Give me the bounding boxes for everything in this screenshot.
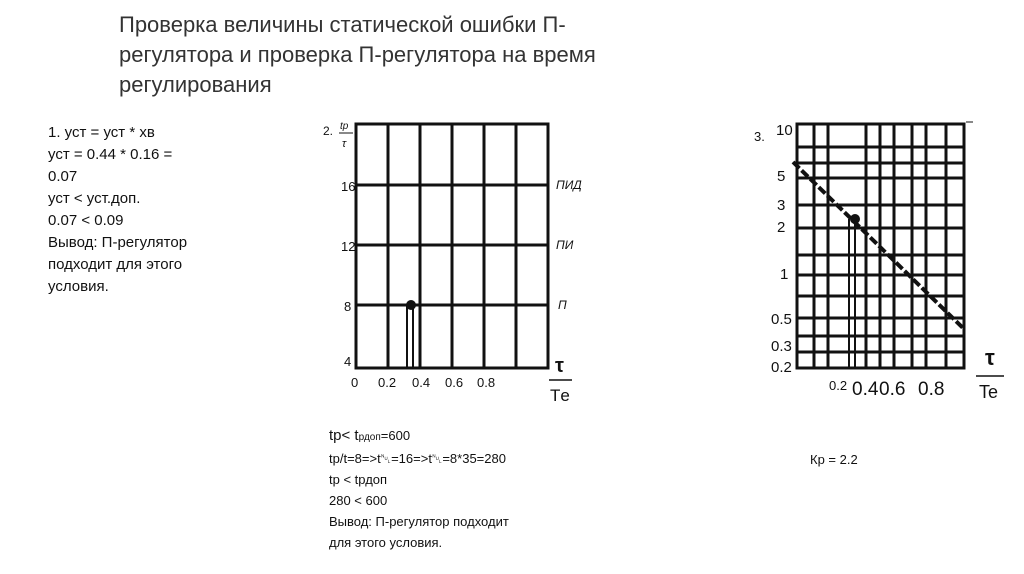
text-line: 0.07 < 0.09	[48, 212, 124, 229]
text-line: tр/t=8=>t␀=16=>t␀=8*35=280	[329, 451, 506, 466]
x-label-num: τ	[985, 345, 995, 370]
text-line: Вывод: П-регулятор	[48, 234, 188, 251]
characteristic-line	[793, 162, 963, 328]
text-line: условия.	[48, 278, 109, 295]
x-tick-label: 0.4	[852, 379, 879, 400]
x-tick-label: 0.6	[879, 379, 906, 400]
text-line: 0.07	[48, 168, 78, 185]
title-line-2: регулятора и проверка П-регулятора на время	[119, 42, 596, 67]
y-tick-label: 0.3	[771, 338, 792, 355]
y-tick-label: 2	[777, 219, 786, 236]
x-tick-label: 0.2	[829, 378, 848, 393]
x-tick-label: 0.6	[445, 375, 464, 390]
y-tick-label: 5	[777, 168, 786, 185]
text-subscript: рдоп	[358, 432, 381, 443]
operating-point	[850, 214, 860, 224]
x-label-den: Tе	[550, 386, 570, 405]
diagram-2-marker: 2.	[323, 124, 334, 138]
text-line: tр < tрдоп	[329, 472, 388, 487]
text-line: уст = 0.44 * 0.16 =	[48, 146, 173, 163]
y-tick-label: 0.5	[771, 311, 792, 328]
y-tick-label: 12	[341, 239, 356, 254]
text-line: для этого условия.	[329, 535, 443, 550]
operating-point	[406, 300, 416, 310]
title-line-3: регулирования	[119, 72, 272, 97]
x-label-num: τ	[555, 355, 564, 377]
kp-value: Кр = 2.2	[810, 452, 858, 467]
text-line: 1. уст = уст * хв	[48, 124, 155, 141]
y-tick-label: 0.2	[771, 359, 792, 376]
text-line: Вывод: П-регулятор подходит	[329, 514, 509, 529]
y-tick-label: 4	[344, 354, 352, 369]
y-tick-label: 3	[777, 197, 786, 214]
y-tick-label: 8	[344, 299, 352, 314]
text-line: 280 < 600	[329, 493, 388, 508]
curve-label-pi: ПИ	[556, 238, 574, 252]
x-tick-label: 0	[351, 375, 359, 390]
x-tick-label: 0.4	[412, 375, 431, 390]
x-label-den: Te	[979, 382, 999, 402]
curve-label-p: П	[558, 298, 567, 312]
text-part: tр< t	[329, 427, 359, 444]
x-tick-label: 0.8	[477, 375, 496, 390]
diagram-2	[323, 121, 582, 405]
text-line: уст < уст.доп.	[48, 190, 141, 207]
diagram-3-marker: 3.	[754, 129, 765, 144]
text-part: =600	[380, 428, 411, 443]
y-tick-label: 10	[776, 122, 793, 139]
text-line: подходит для этого	[48, 256, 183, 273]
curve-label-pid: ПИД	[556, 178, 582, 192]
y-tick-label: 1	[780, 266, 789, 283]
y-tick-label: 16	[341, 179, 356, 194]
diagram-3	[754, 122, 1004, 402]
x-tick-label: 0.2	[378, 375, 397, 390]
y-tick-labels	[771, 122, 793, 376]
diagram-2-ylabel-num: tр	[340, 121, 349, 132]
x-tick-label: 0.8	[918, 379, 945, 400]
title-line-1: Проверка величины статической ошибки П-	[119, 12, 566, 37]
diagram-2-ylabel-den: τ	[342, 138, 347, 150]
